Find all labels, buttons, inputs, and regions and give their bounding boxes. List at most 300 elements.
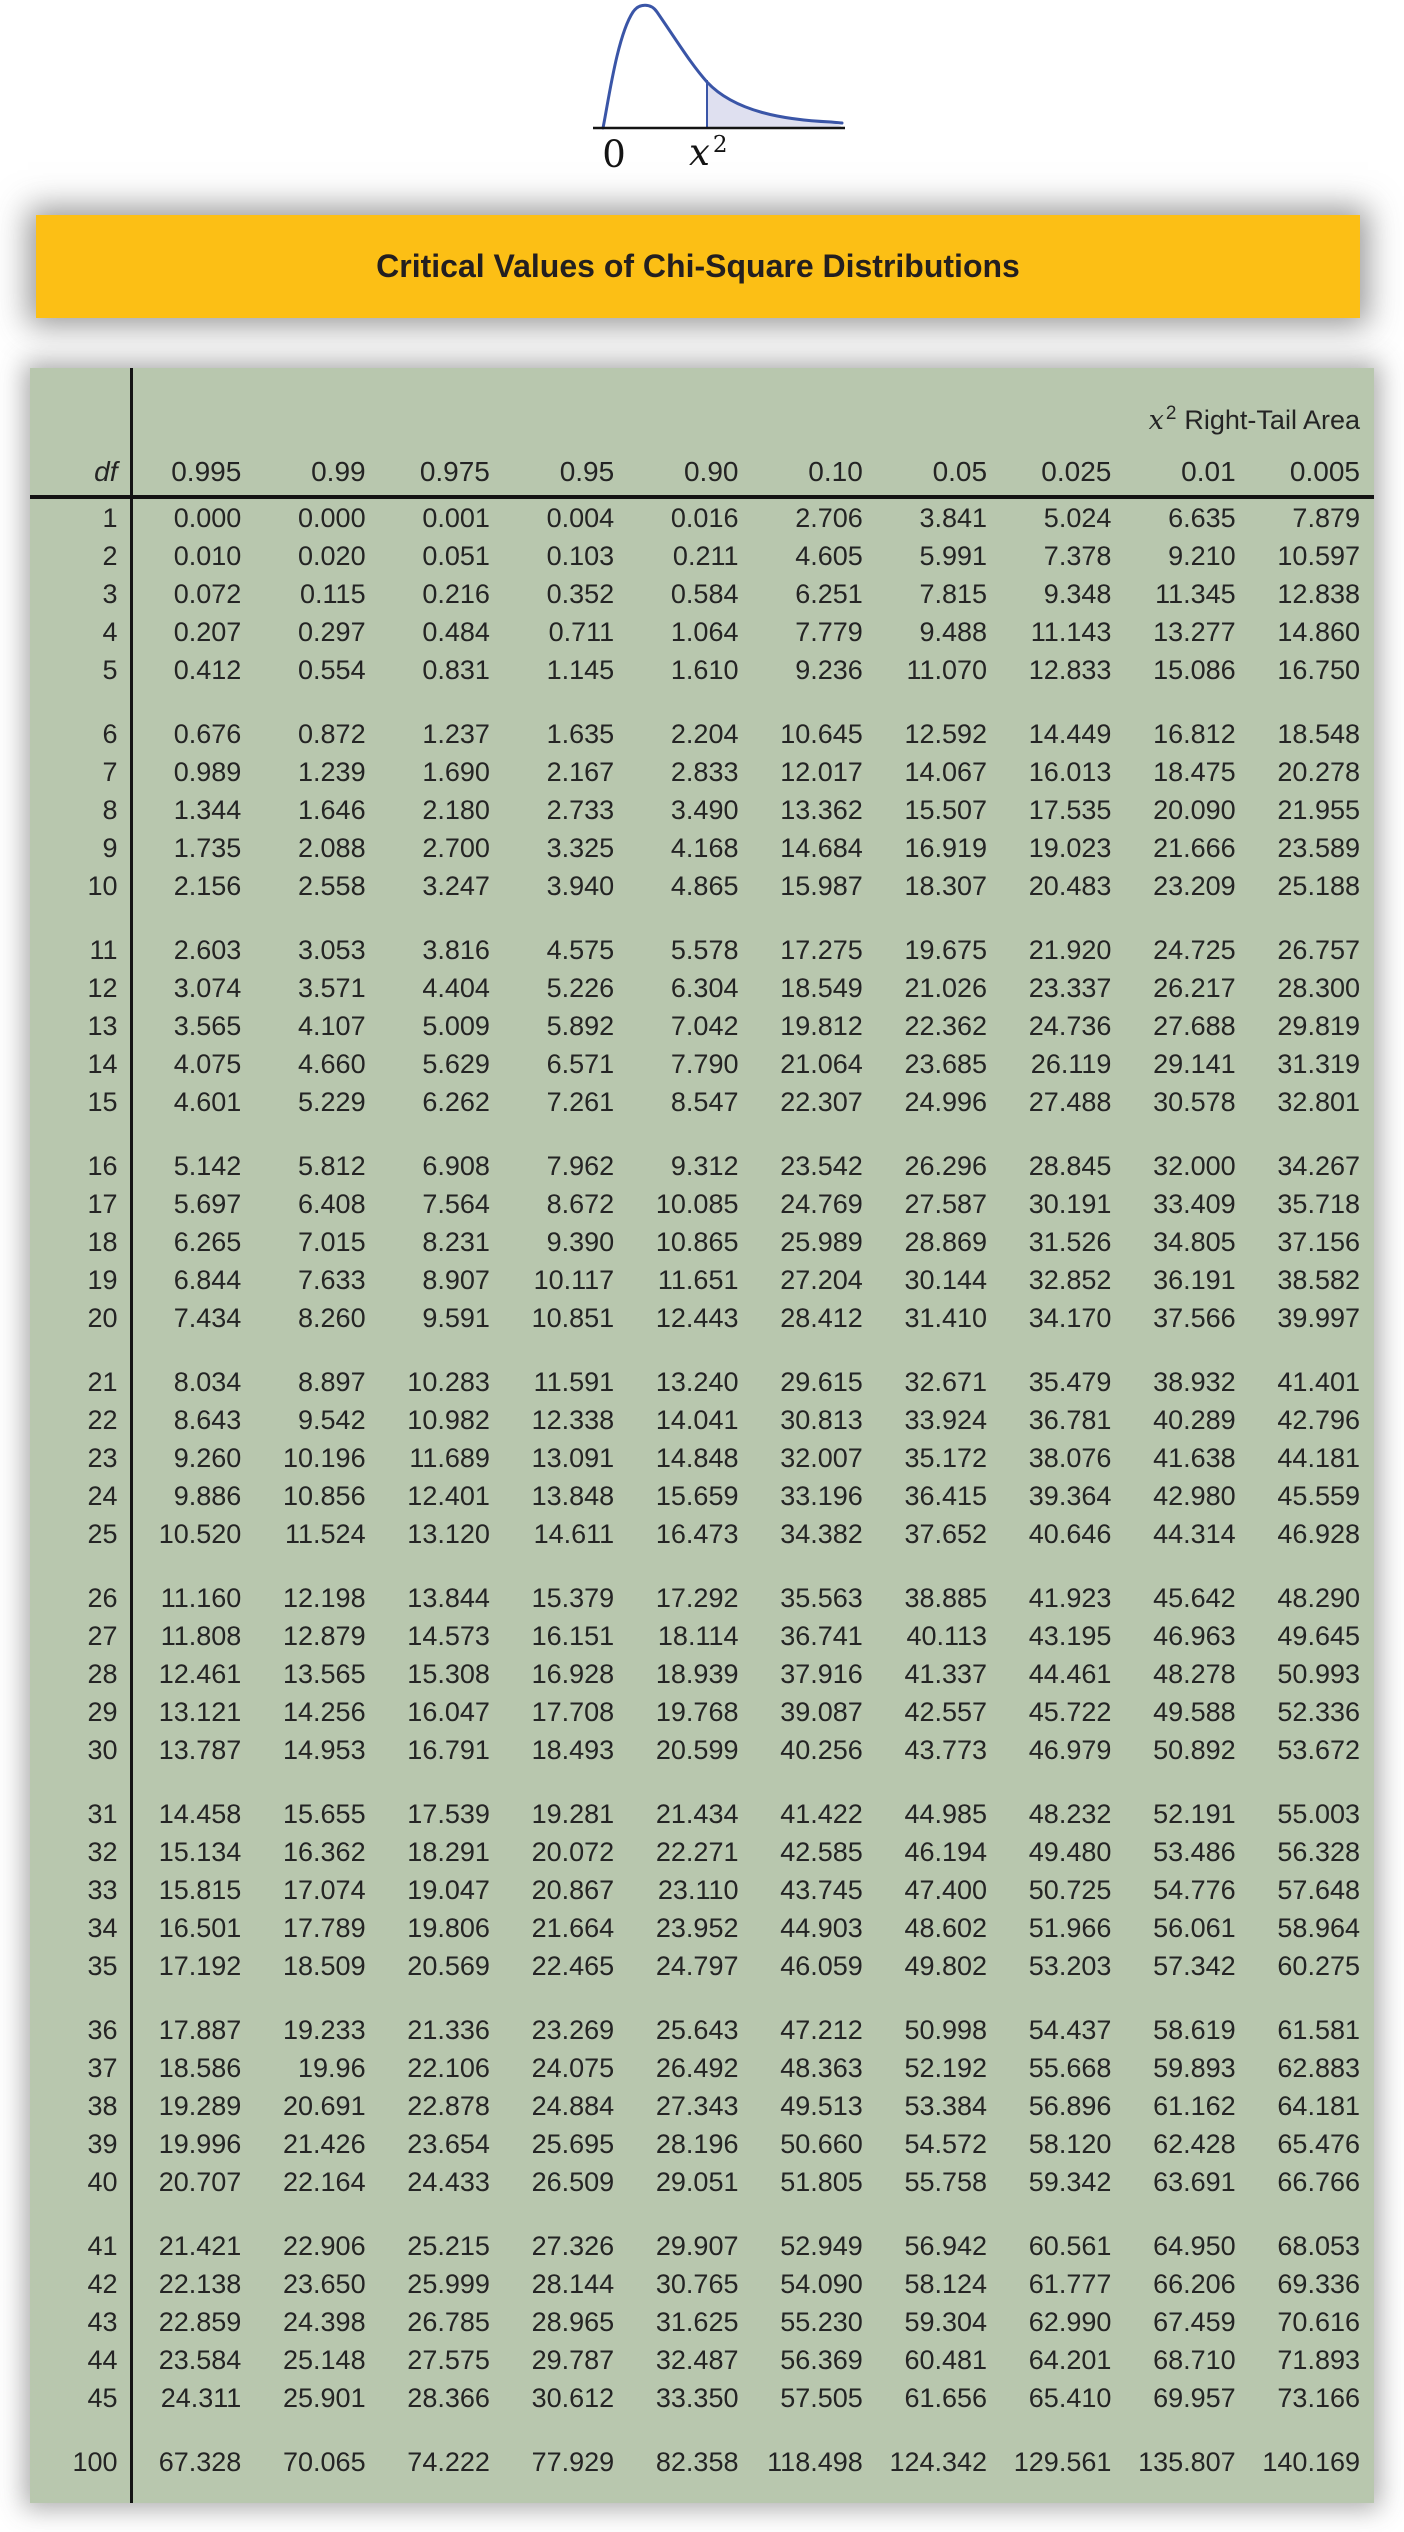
critical-value-cell: 59.304 xyxy=(904,2306,988,2337)
critical-value-cell: 7.879 xyxy=(1292,502,1360,533)
critical-value-cell: 38.932 xyxy=(1153,1366,1236,1397)
critical-value-cell: 64.181 xyxy=(1277,2090,1360,2121)
critical-value-cell: 14.041 xyxy=(655,1404,739,1435)
critical-value-cell: 19.806 xyxy=(407,1912,490,1943)
critical-value-cell: 67.328 xyxy=(158,2446,242,2477)
critical-value-cell: 10.856 xyxy=(283,1480,366,1511)
chi-square-table xyxy=(30,368,1374,2503)
table-body xyxy=(30,497,1374,2503)
critical-value-cell: 16.928 xyxy=(531,1658,615,1689)
critical-value-cell: 23.209 xyxy=(1153,870,1236,901)
critical-value-cell: 14.573 xyxy=(407,1620,490,1651)
critical-value-cell: 29.615 xyxy=(780,1366,863,1397)
critical-value-cell: 39.364 xyxy=(1028,1480,1112,1511)
critical-value-cell: 25.989 xyxy=(780,1226,863,1257)
critical-value-cell: 26.492 xyxy=(655,2052,739,2083)
df-spacer-cell xyxy=(30,905,131,931)
df-cell: 17 xyxy=(30,1185,131,1223)
critical-value-cell: 32.801 xyxy=(1277,1086,1360,1117)
table-row xyxy=(30,969,1374,1007)
critical-value-cell: 22.859 xyxy=(158,2306,242,2337)
critical-value-cell: 69.957 xyxy=(1153,2382,1236,2413)
critical-value-cell: 14.848 xyxy=(655,1442,739,1473)
critical-value-cell: 6.262 xyxy=(422,1086,490,1117)
critical-value-cell: 12.833 xyxy=(1028,654,1112,685)
critical-value-cell: 24.311 xyxy=(160,2382,242,2413)
critical-value-cell: 27.688 xyxy=(1153,1010,1236,1041)
critical-value-cell: 41.401 xyxy=(1277,1366,1360,1397)
critical-value-cell: 60.275 xyxy=(1277,1950,1360,1981)
critical-value-cell: 53.672 xyxy=(1277,1734,1360,1765)
critical-value-cell: 5.226 xyxy=(546,972,615,1003)
df-cell: 16 xyxy=(30,1147,131,1185)
critical-value-cell: 7.790 xyxy=(670,1048,739,1079)
critical-value-cell: 29.051 xyxy=(655,2166,739,2197)
critical-value-cell: 5.229 xyxy=(298,1086,366,1117)
critical-value-cell: 12.592 xyxy=(904,718,988,749)
df-cell: 36 xyxy=(30,2011,131,2049)
critical-value-cell: 12.461 xyxy=(158,1658,242,1689)
df-cell: 41 xyxy=(30,2227,131,2265)
header-title-text: Right-Tail Area xyxy=(1184,405,1360,435)
critical-value-cell: 11.070 xyxy=(906,654,988,685)
table-row xyxy=(30,2303,1374,2341)
critical-value-cell: 42.585 xyxy=(780,1836,863,1867)
table-row xyxy=(30,1007,1374,1045)
critical-value-cell: 8.643 xyxy=(173,1404,242,1435)
df-cell: 26 xyxy=(30,1579,131,1617)
critical-value-cell: 13.362 xyxy=(780,794,863,825)
critical-value-cell: 5.697 xyxy=(173,1188,242,1219)
table-row xyxy=(30,931,1374,969)
critical-value-cell: 16.501 xyxy=(158,1912,242,1943)
critical-value-cell: 13.120 xyxy=(407,1518,490,1549)
critical-value-cell: 28.144 xyxy=(531,2268,615,2299)
critical-value-cell: 6.635 xyxy=(1168,502,1236,533)
critical-value-cell: 26.217 xyxy=(1153,972,1236,1003)
critical-value-cell: 12.879 xyxy=(283,1620,366,1651)
critical-value-cell: 43.195 xyxy=(1028,1620,1112,1651)
x-exponent: 2 xyxy=(712,131,728,158)
group-spacer-row xyxy=(30,2201,1374,2227)
critical-value-cell: 15.086 xyxy=(1153,654,1236,685)
critical-value-cell: 10.597 xyxy=(1277,540,1360,571)
critical-value-cell: 52.949 xyxy=(780,2230,863,2261)
critical-value-cell: 0.207 xyxy=(173,616,242,647)
critical-value-cell: 13.565 xyxy=(283,1658,366,1689)
critical-value-cell: 25.148 xyxy=(283,2344,366,2375)
table-row xyxy=(30,497,1374,537)
df-spacer-cell xyxy=(30,2201,131,2227)
table-row xyxy=(30,537,1374,575)
critical-value-cell: 22.362 xyxy=(904,1010,988,1041)
critical-value-cell: 9.236 xyxy=(795,654,863,685)
critical-value-cell: 1.735 xyxy=(173,832,242,863)
critical-value-cell: 30.578 xyxy=(1153,1086,1236,1117)
df-cell: 23 xyxy=(30,1439,131,1477)
critical-value-cell: 30.765 xyxy=(655,2268,739,2299)
critical-value-cell: 40.256 xyxy=(780,1734,863,1765)
table-row xyxy=(30,575,1374,613)
df-cell: 11 xyxy=(30,931,131,969)
critical-value-cell: 61.777 xyxy=(1028,2268,1112,2299)
x-variable: x xyxy=(689,131,710,174)
df-cell: 19 xyxy=(30,1261,131,1299)
critical-value-cell: 34.805 xyxy=(1153,1226,1236,1257)
table-row xyxy=(30,613,1374,651)
tail-area-label: 0.90 xyxy=(628,436,752,497)
critical-value-cell: 55.758 xyxy=(904,2166,988,2197)
critical-value-cell: 25.188 xyxy=(1277,870,1360,901)
critical-value-cell: 10.196 xyxy=(283,1442,366,1473)
critical-value-cell: 124.342 xyxy=(889,2446,988,2477)
critical-value-cell: 61.656 xyxy=(904,2382,988,2413)
critical-value-cell: 68.710 xyxy=(1153,2344,1236,2375)
critical-value-cell: 10.865 xyxy=(655,1226,739,1257)
critical-value-cell: 36.741 xyxy=(780,1620,863,1651)
critical-value-cell: 10.283 xyxy=(407,1366,490,1397)
critical-value-cell: 31.319 xyxy=(1277,1048,1360,1079)
critical-value-cell: 61.162 xyxy=(1153,2090,1236,2121)
tail-area-label: 0.95 xyxy=(504,436,628,497)
table-row xyxy=(30,1731,1374,1769)
critical-value-cell: 52.336 xyxy=(1277,1696,1360,1727)
critical-value-cell: 66.766 xyxy=(1277,2166,1360,2197)
critical-value-cell: 4.107 xyxy=(298,1010,366,1041)
critical-value-cell: 54.090 xyxy=(780,2268,863,2299)
table-row xyxy=(30,1299,1374,1337)
critical-value-cell: 49.480 xyxy=(1028,1836,1112,1867)
table-row xyxy=(30,1261,1374,1299)
critical-value-cell: 57.648 xyxy=(1277,1874,1360,1905)
header-x-exponent: 2 xyxy=(1165,403,1177,424)
tail-area-label: 0.99 xyxy=(255,436,379,497)
critical-value-cell: 60.481 xyxy=(904,2344,988,2375)
critical-value-cell: 36.781 xyxy=(1028,1404,1112,1435)
critical-value-cell: 22.878 xyxy=(407,2090,490,2121)
df-column-spacer xyxy=(30,368,131,436)
critical-value-cell: 18.114 xyxy=(657,1620,739,1651)
critical-value-cell: 32.671 xyxy=(904,1366,988,1397)
critical-value-cell: 28.869 xyxy=(904,1226,988,1257)
critical-value-cell: 28.196 xyxy=(655,2128,739,2159)
critical-value-cell: 2.706 xyxy=(795,502,863,533)
group-spacer-row xyxy=(30,1121,1374,1147)
tail-area-header-row xyxy=(30,436,1374,497)
critical-value-cell: 42.796 xyxy=(1277,1404,1360,1435)
critical-value-cell: 29.907 xyxy=(655,2230,739,2261)
group-spacer-row xyxy=(30,1985,1374,2011)
critical-value-cell: 61.581 xyxy=(1277,2014,1360,2045)
critical-value-cell: 45.722 xyxy=(1028,1696,1112,1727)
critical-value-cell: 10.117 xyxy=(533,1264,615,1295)
critical-value-cell: 36.415 xyxy=(904,1480,988,1511)
critical-value-cell: 13.277 xyxy=(1153,616,1236,647)
critical-value-cell: 25.901 xyxy=(283,2382,366,2413)
df-cell: 44 xyxy=(30,2341,131,2379)
critical-value-cell: 0.584 xyxy=(670,578,739,609)
critical-value-cell: 46.963 xyxy=(1153,1620,1236,1651)
critical-value-cell: 45.559 xyxy=(1277,1480,1360,1511)
critical-value-cell: 20.707 xyxy=(158,2166,242,2197)
critical-value-cell: 5.142 xyxy=(173,1150,242,1181)
critical-value-cell: 65.476 xyxy=(1277,2128,1360,2159)
critical-value-cell: 62.990 xyxy=(1028,2306,1112,2337)
critical-value-cell: 7.434 xyxy=(173,1302,242,1333)
critical-value-cell: 12.401 xyxy=(407,1480,490,1511)
critical-value-cell: 2.204 xyxy=(670,718,739,749)
critical-value-cell: 0.297 xyxy=(298,616,366,647)
critical-value-cell: 23.650 xyxy=(283,2268,366,2299)
critical-value-cell: 3.247 xyxy=(422,870,490,901)
critical-value-cell: 3.053 xyxy=(298,934,366,965)
table-row xyxy=(30,2227,1374,2265)
critical-value-cell: 54.572 xyxy=(904,2128,988,2159)
critical-value-cell: 6.265 xyxy=(173,1226,242,1257)
critical-value-cell: 19.675 xyxy=(904,934,988,965)
table-row xyxy=(30,1947,1374,1985)
critical-value-cell: 27.343 xyxy=(655,2090,739,2121)
critical-value-cell: 17.535 xyxy=(1028,794,1112,825)
critical-value-cell: 9.312 xyxy=(670,1150,739,1181)
critical-value-cell: 59.342 xyxy=(1028,2166,1112,2197)
table-row xyxy=(30,1083,1374,1121)
table-row xyxy=(30,1477,1374,1515)
critical-value-cell: 15.507 xyxy=(904,794,988,825)
df-cell: 7 xyxy=(30,753,131,791)
critical-value-cell: 26.785 xyxy=(407,2306,490,2337)
critical-value-cell: 13.121 xyxy=(158,1696,242,1727)
header-x-variable: x xyxy=(1148,405,1164,436)
critical-value-cell: 45.642 xyxy=(1153,1582,1236,1613)
group-spacer-row xyxy=(30,2481,1374,2503)
critical-value-cell: 44.181 xyxy=(1277,1442,1360,1473)
critical-value-cell: 11.345 xyxy=(1155,578,1236,609)
critical-value-cell: 29.819 xyxy=(1277,1010,1360,1041)
critical-value-cell: 33.196 xyxy=(780,1480,863,1511)
critical-value-cell: 14.684 xyxy=(780,832,863,863)
critical-value-cell: 49.645 xyxy=(1277,1620,1360,1651)
critical-value-cell: 12.338 xyxy=(531,1404,615,1435)
critical-value-cell: 2.088 xyxy=(298,832,366,863)
critical-value-cell: 31.410 xyxy=(904,1302,988,1333)
critical-value-cell: 17.887 xyxy=(158,2014,242,2045)
critical-value-cell: 55.003 xyxy=(1277,1798,1360,1829)
critical-value-cell: 47.212 xyxy=(780,2014,863,2045)
table-row xyxy=(30,2011,1374,2049)
critical-value-cell: 5.629 xyxy=(422,1048,490,1079)
critical-value-cell: 69.336 xyxy=(1277,2268,1360,2299)
df-cell: 32 xyxy=(30,1833,131,1871)
critical-value-cell: 19.812 xyxy=(780,1010,863,1041)
critical-value-cell: 58.124 xyxy=(904,2268,988,2299)
critical-value-cell: 51.966 xyxy=(1028,1912,1112,1943)
critical-value-cell: 5.812 xyxy=(298,1150,366,1181)
critical-value-cell: 37.566 xyxy=(1153,1302,1236,1333)
df-cell: 21 xyxy=(30,1363,131,1401)
critical-value-cell: 14.860 xyxy=(1277,616,1360,647)
critical-value-cell: 30.144 xyxy=(904,1264,988,1295)
critical-value-cell: 13.844 xyxy=(407,1582,490,1613)
group-spacer-row xyxy=(30,1769,1374,1795)
critical-value-cell: 4.168 xyxy=(670,832,739,863)
critical-value-cell: 82.358 xyxy=(655,2446,739,2477)
critical-value-cell: 64.201 xyxy=(1028,2344,1112,2375)
critical-value-cell: 16.812 xyxy=(1153,718,1236,749)
critical-value-cell: 16.750 xyxy=(1277,654,1360,685)
table-row xyxy=(30,1185,1374,1223)
critical-value-cell: 0.412 xyxy=(173,654,242,685)
table-row xyxy=(30,1795,1374,1833)
critical-value-cell: 8.034 xyxy=(173,1366,242,1397)
critical-value-cell: 1.064 xyxy=(670,616,739,647)
critical-value-cell: 15.308 xyxy=(407,1658,490,1689)
df-spacer-cell xyxy=(30,1769,131,1795)
critical-value-cell: 20.278 xyxy=(1277,756,1360,787)
critical-value-cell: 50.660 xyxy=(780,2128,863,2159)
spacer-cell xyxy=(131,1985,1374,2011)
table-row xyxy=(30,1579,1374,1617)
critical-value-cell: 0.020 xyxy=(298,540,366,571)
df-column-label: df xyxy=(30,436,131,497)
critical-value-cell: 38.582 xyxy=(1277,1264,1360,1295)
df-cell: 29 xyxy=(30,1693,131,1731)
critical-value-cell: 7.564 xyxy=(422,1188,490,1219)
df-cell: 12 xyxy=(30,969,131,1007)
critical-value-cell: 33.350 xyxy=(655,2382,739,2413)
critical-value-cell: 4.601 xyxy=(173,1086,242,1117)
critical-value-cell: 26.509 xyxy=(531,2166,615,2197)
critical-value-cell: 11.160 xyxy=(160,1582,242,1613)
table-row xyxy=(30,2379,1374,2417)
critical-value-cell: 18.586 xyxy=(158,2052,242,2083)
tail-area-label: 0.10 xyxy=(752,436,876,497)
df-spacer-cell xyxy=(30,1337,131,1363)
critical-value-cell: 32.487 xyxy=(655,2344,739,2375)
table-row xyxy=(30,1617,1374,1655)
critical-value-cell: 1.237 xyxy=(422,718,490,749)
df-cell: 45 xyxy=(30,2379,131,2417)
df-cell: 33 xyxy=(30,1871,131,1909)
critical-value-cell: 21.666 xyxy=(1153,832,1236,863)
critical-value-cell: 33.924 xyxy=(904,1404,988,1435)
critical-value-cell: 23.542 xyxy=(780,1150,863,1181)
critical-value-cell: 21.434 xyxy=(655,1798,739,1829)
critical-value-cell: 57.342 xyxy=(1153,1950,1236,1981)
group-spacer-row xyxy=(30,1553,1374,1579)
critical-value-cell: 70.616 xyxy=(1277,2306,1360,2337)
critical-value-cell: 19.281 xyxy=(531,1798,615,1829)
table-row xyxy=(30,1439,1374,1477)
critical-value-cell: 25.999 xyxy=(407,2268,490,2299)
critical-value-cell: 7.962 xyxy=(546,1150,615,1181)
critical-value-cell: 30.191 xyxy=(1028,1188,1112,1219)
critical-value-cell: 24.996 xyxy=(904,1086,988,1117)
critical-value-cell: 13.848 xyxy=(531,1480,615,1511)
critical-value-cell: 34.382 xyxy=(780,1518,863,1549)
critical-value-cell: 48.232 xyxy=(1028,1798,1112,1829)
critical-value-cell: 27.575 xyxy=(407,2344,490,2375)
critical-value-cell: 14.256 xyxy=(283,1696,366,1727)
critical-value-cell: 22.271 xyxy=(655,1836,739,1867)
df-cell: 10 xyxy=(30,867,131,905)
critical-value-cell: 13.787 xyxy=(158,1734,242,1765)
critical-value-cell: 41.422 xyxy=(780,1798,863,1829)
critical-value-cell: 20.072 xyxy=(531,1836,615,1867)
critical-value-cell: 10.851 xyxy=(531,1302,615,1333)
df-cell: 1 xyxy=(30,497,131,537)
df-cell: 30 xyxy=(30,1731,131,1769)
df-cell: 43 xyxy=(30,2303,131,2341)
table-row xyxy=(30,2265,1374,2303)
critical-value-cell: 4.075 xyxy=(173,1048,242,1079)
critical-value-cell: 0.103 xyxy=(546,540,615,571)
critical-value-cell: 25.695 xyxy=(531,2128,615,2159)
critical-value-cell: 2.603 xyxy=(173,934,242,965)
critical-value-cell: 39.087 xyxy=(780,1696,863,1727)
critical-value-cell: 55.230 xyxy=(780,2306,863,2337)
df-cell: 35 xyxy=(30,1947,131,1985)
critical-value-cell: 3.940 xyxy=(546,870,615,901)
critical-value-cell: 23.589 xyxy=(1277,832,1360,863)
critical-value-cell: 35.172 xyxy=(904,1442,988,1473)
critical-value-cell: 24.884 xyxy=(531,2090,615,2121)
critical-value-cell: 43.773 xyxy=(904,1734,988,1765)
critical-value-cell: 18.291 xyxy=(407,1836,490,1867)
critical-value-cell: 6.908 xyxy=(422,1150,490,1181)
critical-value-cell: 19.023 xyxy=(1028,832,1112,863)
df-cell: 9 xyxy=(30,829,131,867)
critical-value-cell: 19.289 xyxy=(158,2090,242,2121)
critical-value-cell: 37.156 xyxy=(1277,1226,1360,1257)
critical-value-cell: 11.651 xyxy=(657,1264,739,1295)
critical-value-cell: 16.919 xyxy=(904,832,988,863)
critical-value-cell: 54.437 xyxy=(1028,2014,1112,2045)
df-spacer-cell xyxy=(30,1985,131,2011)
spacer-cell xyxy=(131,1553,1374,1579)
critical-value-cell: 0.216 xyxy=(422,578,490,609)
df-cell: 100 xyxy=(30,2443,131,2481)
critical-value-cell: 35.563 xyxy=(780,1582,863,1613)
critical-value-cell: 20.483 xyxy=(1028,870,1112,901)
critical-value-cell: 5.009 xyxy=(422,1010,490,1041)
group-spacer-row xyxy=(30,905,1374,931)
right-tail-area-header xyxy=(131,368,1374,436)
critical-value-cell: 9.591 xyxy=(422,1302,490,1333)
critical-value-cell: 9.348 xyxy=(1043,578,1112,609)
critical-value-cell: 9.886 xyxy=(173,1480,242,1511)
critical-value-cell: 24.398 xyxy=(283,2306,366,2337)
df-spacer-cell xyxy=(30,689,131,715)
critical-value-cell: 0.484 xyxy=(422,616,490,647)
table-row xyxy=(30,2341,1374,2379)
critical-value-cell: 27.204 xyxy=(780,1264,863,1295)
critical-value-cell: 6.251 xyxy=(795,578,863,609)
critical-value-cell: 25.643 xyxy=(655,2014,739,2045)
critical-value-cell: 0.211 xyxy=(672,540,739,571)
critical-value-cell: 0.004 xyxy=(546,502,615,533)
axis-origin-label: 0 xyxy=(602,133,626,176)
critical-value-cell: 21.421 xyxy=(158,2230,242,2261)
critical-value-cell: 28.300 xyxy=(1277,972,1360,1003)
df-spacer-cell xyxy=(30,1553,131,1579)
critical-value-cell: 23.584 xyxy=(158,2344,242,2375)
critical-value-cell: 20.599 xyxy=(655,1734,739,1765)
table-row xyxy=(30,791,1374,829)
critical-value-cell: 48.290 xyxy=(1277,1582,1360,1613)
critical-value-cell: 3.571 xyxy=(298,972,366,1003)
critical-value-cell: 25.215 xyxy=(407,2230,490,2261)
